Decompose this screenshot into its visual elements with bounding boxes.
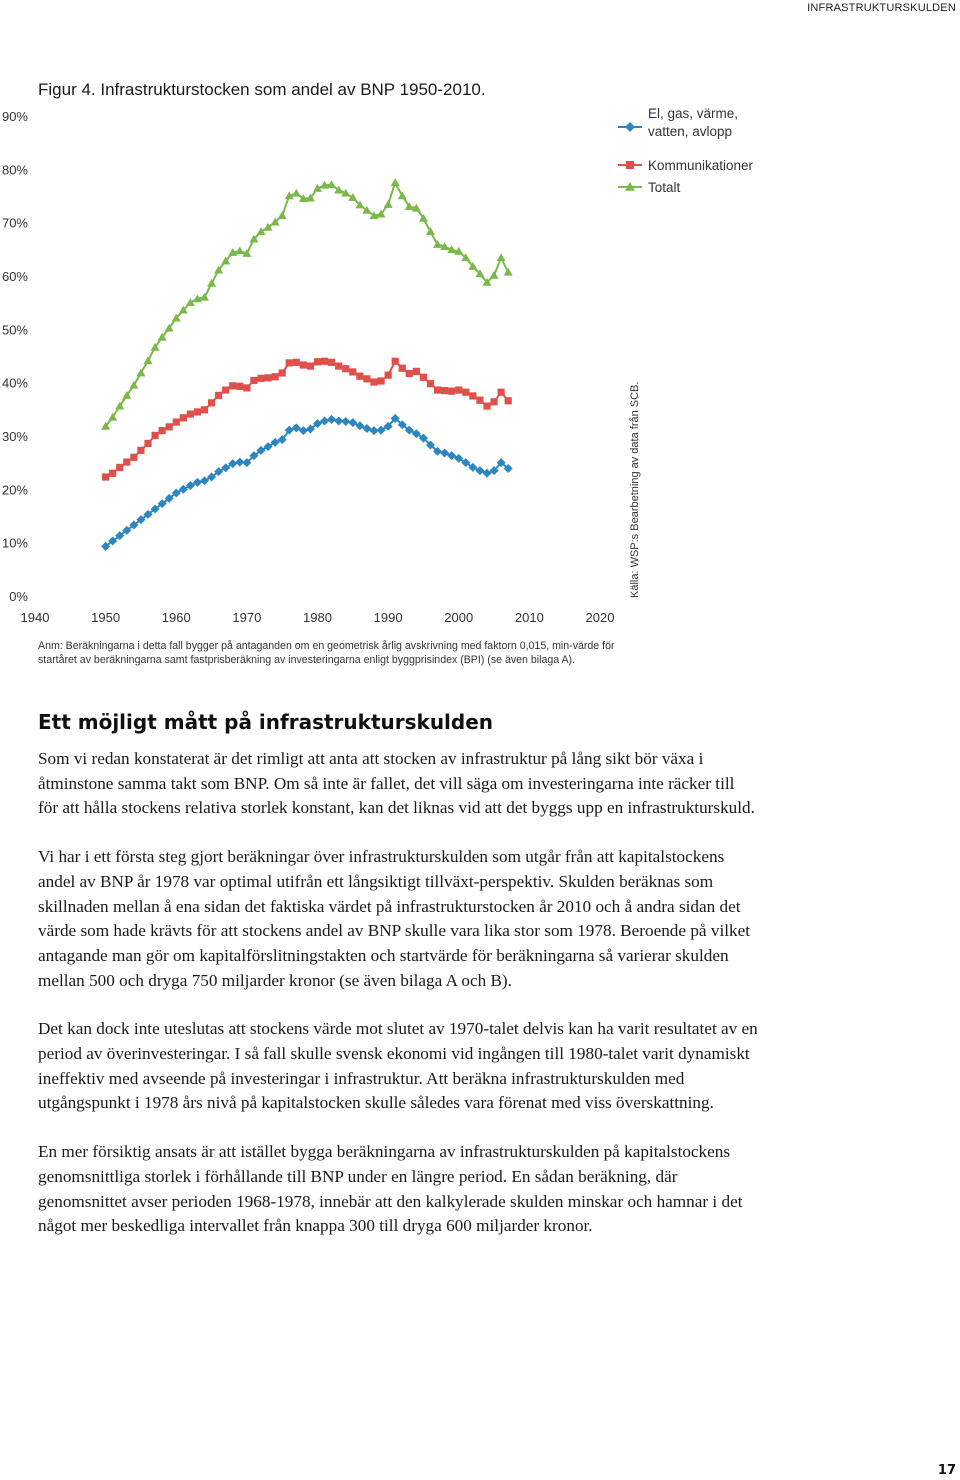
x-tick-label: 2020 bbox=[585, 610, 615, 625]
data-point bbox=[341, 417, 350, 426]
legend-item bbox=[618, 158, 754, 173]
data-point bbox=[490, 271, 499, 279]
data-point bbox=[462, 389, 469, 396]
series-line bbox=[106, 418, 509, 546]
data-point bbox=[392, 358, 399, 365]
paragraph-2: Vi har i ett första steg gjort beräkningar över infrastrukturskulden som utgår från att kapitalstockens andel av BNP år 1978 var optimal utifrån ett långsiktigt tillväxt-perspektiv. Skulden beräknas som skillnaden mellan å ena sidan det faktiska värdet på infrastrukturstocken år 2010 och å andra sidan det värde som hade krävts för att stockens andel av BNP skulle vara lika stor som 1978. Beroende på vilket antagande man gör om kapitalförslitningstakten och startvärde för beräkningarna så varierar skulden mellan 500 och dryga 750 miljarder kronor (se även bilaga A och B). bbox=[38, 847, 750, 990]
chart bbox=[0, 0, 960, 640]
data-point bbox=[399, 365, 406, 372]
data-point bbox=[314, 358, 321, 365]
data-point bbox=[292, 189, 301, 197]
data-point bbox=[455, 386, 462, 393]
data-point bbox=[116, 464, 123, 471]
x-tick-label: 1940 bbox=[20, 610, 50, 625]
data-point bbox=[207, 279, 216, 287]
series-layer bbox=[101, 178, 513, 551]
data-point bbox=[144, 356, 153, 364]
data-point bbox=[144, 440, 151, 447]
data-point bbox=[200, 293, 209, 301]
source-note: Källa: WSP:s Bearbetning av data från SCB. bbox=[629, 381, 641, 598]
x-tick-label: 1980 bbox=[303, 610, 332, 625]
legend-label: Totalt bbox=[648, 180, 681, 195]
section-heading: Ett möjligt mått på infrastrukturskulden bbox=[38, 710, 494, 734]
data-point bbox=[250, 377, 257, 384]
article-body bbox=[38, 747, 758, 1263]
data-point bbox=[208, 399, 215, 406]
data-point bbox=[187, 410, 194, 417]
data-point bbox=[498, 389, 505, 396]
data-point bbox=[279, 369, 286, 376]
x-tick-label: 2000 bbox=[444, 610, 474, 625]
data-point bbox=[151, 432, 158, 439]
data-point bbox=[483, 402, 490, 409]
legend bbox=[618, 106, 754, 195]
legend-marker bbox=[626, 161, 634, 169]
running-header: INFRASTRUKTURSKULDEN bbox=[807, 2, 956, 14]
data-point bbox=[173, 418, 180, 425]
x-tick-label: 1960 bbox=[161, 610, 191, 625]
data-point bbox=[504, 268, 513, 276]
data-point bbox=[293, 359, 300, 366]
data-point bbox=[229, 382, 236, 389]
data-point bbox=[327, 415, 336, 424]
data-point bbox=[434, 386, 441, 393]
data-point bbox=[377, 377, 384, 384]
data-point bbox=[243, 384, 250, 391]
data-point bbox=[490, 398, 497, 405]
data-point bbox=[264, 374, 271, 381]
y-tick-label: 10% bbox=[1, 535, 28, 551]
y-tick-label: 30% bbox=[1, 429, 28, 444]
data-point bbox=[348, 193, 357, 201]
data-point bbox=[159, 427, 166, 434]
y-tick-label: 80% bbox=[1, 162, 28, 178]
y-tick-label: 0% bbox=[9, 589, 28, 604]
legend-label: El, gas, värme, vatten, avlopp bbox=[648, 106, 739, 139]
x-tick-label: 1950 bbox=[91, 610, 121, 625]
figure-note: Anm: Beräkningarna i detta fall bygger på antaganden om en geometrisk årlig avskrivning med faktorn 0,015, min-värde för startåret av beräkningarna samt fastprisberäkning av investeringarna enligt byggprisindex (BPI) (se även bilaga A). bbox=[38, 640, 615, 666]
paragraph-1: Som vi redan konstaterat är det rimligt att anta att stocken av infrastruktur på lång sikt bör växa i åtminstone samma takt som BNP. Om så inte är fallet, det vill säga om investeringarna inte räcker till för att hålla stockens relativa storlek konstant, kan det liknas vid att det byggs upp en infrastrukturskuld. bbox=[38, 749, 755, 818]
data-point bbox=[215, 392, 222, 399]
data-point bbox=[257, 375, 264, 382]
paragraph-4: En mer försiktig ansats är att istället bygga beräkningarna av infrastrukturskulden på kapitalstockens genomsnittliga storlek i förhållande till BNP under en längre period. En sådan beräkning, där genomsnittet avser perioden 1968-1978, innebär att den kalkylerade skulden minskar och hamnar i det något mer beskedliga intervallet från knappa 300 till dryga 600 miljarder kronor. bbox=[38, 1142, 743, 1236]
y-tick-label: 40% bbox=[1, 375, 28, 391]
data-point bbox=[130, 454, 137, 461]
y-axis-ticks bbox=[2, 109, 28, 604]
x-tick-label: 2010 bbox=[514, 610, 544, 625]
data-point bbox=[137, 447, 144, 454]
paragraph-3: Det kan dock inte uteslutas att stockens värde mot slutet av 1970-talet delvis kan ha varit resultatet av en period av överinvesteringar. I så fall skulle svensk ekonomi vid ingången till 1980-talet varit dynamiskt ineffektiv med avseende på investeringar i infrastruktur. Att beräkna infrastrukturskulden med utgångspunkt i 1978 års nivå på kapitalstocken skulle således vara förenat med viss överskattning. bbox=[38, 1019, 758, 1113]
data-point bbox=[194, 408, 201, 415]
page-number: 17 bbox=[937, 1463, 956, 1478]
data-point bbox=[391, 178, 400, 186]
figure-title: Figur 4. Infrastrukturstocken som andel av BNP 1950-2010. bbox=[38, 80, 486, 99]
data-point bbox=[406, 370, 413, 377]
data-point bbox=[180, 414, 187, 421]
y-tick-label: 70% bbox=[1, 215, 28, 231]
legend-label: Kommunikationer bbox=[648, 158, 754, 173]
data-point bbox=[286, 359, 293, 366]
y-tick-label: 60% bbox=[1, 269, 28, 284]
data-point bbox=[335, 362, 342, 369]
data-point bbox=[136, 369, 145, 377]
data-point bbox=[426, 227, 435, 235]
data-point bbox=[476, 397, 483, 404]
data-point bbox=[385, 372, 392, 379]
data-point bbox=[441, 387, 448, 394]
series-line bbox=[106, 361, 509, 477]
x-tick-label: 1990 bbox=[373, 610, 403, 625]
data-point bbox=[307, 362, 314, 369]
data-point bbox=[300, 361, 307, 368]
data-point bbox=[384, 200, 393, 208]
x-axis-ticks bbox=[21, 610, 615, 625]
data-point bbox=[228, 459, 237, 468]
data-point bbox=[413, 368, 420, 375]
legend-item bbox=[618, 106, 738, 139]
data-point bbox=[328, 359, 335, 366]
data-point bbox=[398, 191, 407, 199]
data-point bbox=[109, 470, 116, 477]
data-point bbox=[469, 392, 476, 399]
data-point bbox=[235, 246, 244, 254]
y-tick-label: 90% bbox=[1, 109, 28, 124]
data-point bbox=[129, 381, 138, 389]
data-point bbox=[427, 380, 434, 387]
data-point bbox=[448, 388, 455, 395]
data-point bbox=[272, 373, 279, 380]
data-point bbox=[201, 406, 208, 413]
data-point bbox=[505, 397, 512, 404]
series-diamond bbox=[101, 414, 513, 551]
data-point bbox=[420, 374, 427, 381]
data-point bbox=[257, 227, 266, 235]
data-point bbox=[123, 458, 130, 465]
data-point bbox=[166, 423, 173, 430]
data-point bbox=[370, 378, 377, 385]
legend-item bbox=[618, 180, 681, 195]
data-point bbox=[102, 473, 109, 480]
data-point bbox=[236, 383, 243, 390]
data-point bbox=[497, 253, 506, 261]
data-point bbox=[349, 368, 356, 375]
y-tick-label: 50% bbox=[1, 322, 28, 338]
data-point bbox=[278, 211, 287, 219]
y-tick-label: 20% bbox=[1, 482, 28, 498]
data-point bbox=[356, 373, 363, 380]
x-tick-label: 1970 bbox=[232, 610, 262, 625]
data-point bbox=[342, 365, 349, 372]
data-point bbox=[321, 358, 328, 365]
data-point bbox=[363, 375, 370, 382]
legend-marker bbox=[625, 122, 635, 132]
series-square bbox=[102, 358, 512, 481]
data-point bbox=[433, 240, 442, 248]
data-point bbox=[222, 386, 229, 393]
